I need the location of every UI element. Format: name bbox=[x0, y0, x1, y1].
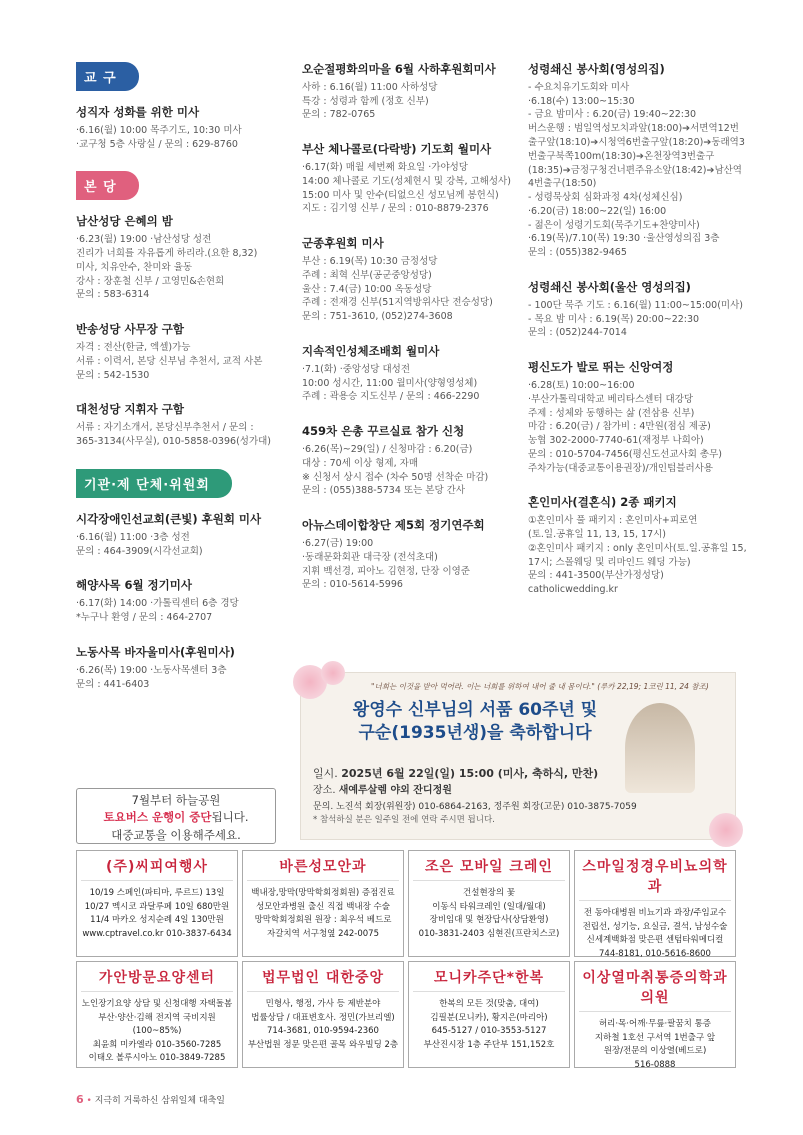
ad-body: 10/19 스페인(파티마, 루르드) 13일 10/27 멕시코 과달루페 10일 680만원 11/4 마카오 성지순례 4일 130만원 www.cptravel.co.kr 010-3837-6434 bbox=[82, 888, 232, 939]
event-item bbox=[76, 402, 276, 448]
event-body: - 수요치유기도회와 미사 ·6.18(수) 13:00~15:30 - 금요 밤미사 : 6.20(금) 19:40~22:30 버스운행 : 범일역성모치과앞(18:00)➔서면역12번출구앞(18:10)➔시청역6번출구앞(18:20)➔동래역3번출구북쪽100m(18:30)➔온천장역3번출구(18:35)➔금정구청건너편주유소앞(18:42)➔남산역4번출구(18:50) - 성령묵상회 심화과정 4차(성체신심) ·6.20(금) 18:00~22(일) 16:00 - 젊은이 성령기도회(묵주기도+찬양미사) ·6.19(목)/7.10(목) 19:30 ·울산영성의집 3층 문의 : (055)382-9465 bbox=[528, 81, 745, 259]
column-left bbox=[76, 62, 276, 711]
event-title: 해양사목 6월 정기미사 bbox=[76, 578, 192, 593]
event-body: ·6.26(목) 19:00 ·노동사목센터 3층 문의 : 441-6403 bbox=[76, 664, 227, 690]
ad-body: 백내장,망막(망막학회정회원) 증점진료 성모안과병원 출신 직접 백내장 수술 망막학회정회원 원장 : 최우석 베드로 자갈치역 서구청옆 242-0075 bbox=[251, 888, 395, 939]
page-footer: 6 • 지극히 거룩하신 삼위일체 대축일 bbox=[76, 1093, 225, 1106]
notice-line: 대중교통을 이용해주세요. bbox=[111, 827, 241, 842]
event-title: 노동사목 바자울미사(후원미사) bbox=[76, 644, 235, 659]
ad-body: 건설현장의 꽃 이동식 타워크레인 (일대/월대) 장비임대 및 현장답사(상담환영) 010-3831-2403 심현진(프란치스코) bbox=[418, 888, 560, 939]
ad-box bbox=[76, 961, 238, 1068]
banner-date bbox=[313, 765, 598, 781]
event-body: ·6.17(화) 매월 세번째 화요일 ·가야성당 14:00 체나콜로 기도(성체현시 및 강복, 고해성사) 15:00 미사 및 안수(티없으신 성모님께 봉헌식) 지도 : 김기영 신부 / 문의 : 010-8879-2376 bbox=[302, 162, 511, 215]
banner-note: * 참석하실 분은 일주일 전에 연락 주시면 됩니다. bbox=[313, 815, 495, 825]
date-value: 2025년 6월 22일(일) 15:00 (미사, 축하식, 만찬) bbox=[341, 767, 599, 780]
ad-title: 모니카주단*한복 bbox=[413, 962, 565, 992]
ad-body: 전 동아대병원 비뇨기과 과장/주임교수 전립선, 성기능, 요실금, 결석, 남성수술 신세계백화점 맞은편 센텀타워메디컬 744-8181, 010-5616-8600 bbox=[582, 908, 728, 959]
event-body: ·6.23(월) 19:00 ·남산성당 성전 진리가 너희를 자유롭게 하리라.(요한 8,32) 미사, 치유안수, 찬미와 율동 강사 : 장훈철 신부 / 고영민&손현희 문의 : 583-6314 bbox=[76, 234, 258, 301]
banner-quote: "너희는 이것을 받아 먹어라. 이는 너희를 위하여 내어 줄 내 몸이다." (루카 22,19; 1코린 11, 24 참조) bbox=[371, 682, 709, 691]
place-label: 장소. bbox=[313, 785, 336, 796]
event-body: ·6.16(월) 11:00 ·3층 성전 문의 : 464-3909(시각선교회) bbox=[76, 531, 203, 557]
ad-title: 법무법인 대한중앙 bbox=[247, 962, 399, 992]
event-item bbox=[76, 322, 276, 382]
banner-place bbox=[313, 781, 452, 796]
event-body: ①혼인미사 풀 패키지 : 혼인미사+피로연 (토.일.공휴일 11, 13, 15, 17시) ②혼인미사 패키지 : only 혼인미사(토.일.공휴일 15, 17시; 스몰웨딩 및 리마인드 웨딩 가능) 문의 : 441-3500(부산가정성당) catholicwedding.kr bbox=[528, 515, 747, 596]
event-item bbox=[528, 280, 748, 340]
event-title: 대천성당 지휘자 구함 bbox=[76, 402, 184, 417]
event-item bbox=[302, 62, 522, 122]
section-header-organizations: 기관·제 단체·위원회 bbox=[76, 469, 232, 498]
event-item bbox=[302, 424, 522, 498]
notice-line bbox=[77, 809, 275, 826]
priest-photo bbox=[625, 703, 695, 793]
event-title: 혼인미사(결혼식) 2종 패키지 bbox=[528, 495, 677, 510]
ad-box bbox=[242, 850, 404, 957]
event-title: 반송성당 사무장 구함 bbox=[76, 322, 184, 337]
footer-text: 지극히 거룩하신 삼위일체 대축일 bbox=[94, 1096, 225, 1106]
notice-highlight: 토요버스 운행이 중단 bbox=[103, 810, 212, 825]
banner-contact: 문의. 노진석 회장(위원장) 010-6864-2163, 정주원 회장(고문) 010-3875-7059 bbox=[313, 802, 637, 812]
notice-line: 7월부터 하늘공원 bbox=[131, 793, 221, 807]
column-right bbox=[528, 62, 748, 617]
event-item bbox=[76, 105, 276, 151]
event-item bbox=[528, 360, 748, 475]
event-body: ·6.27(금) 19:00 ·동래문화회관 대극장 (전석초대) 지휘 백선경, 피아노 김현정, 단장 이영준 문의 : 010-5614-5996 bbox=[302, 538, 470, 591]
event-item bbox=[528, 495, 748, 597]
column-middle bbox=[302, 62, 522, 612]
event-body: 서류 : 자기소개서, 본당신부추천서 / 문의 : 365-3134(사무실), 010-5858-0396(성가대) bbox=[76, 422, 272, 448]
ad-box bbox=[574, 850, 736, 957]
banner-title-line: 구순(1935년생)을 축하합니다 bbox=[358, 722, 592, 743]
event-body: ·6.26(목)~29(일) / 신청마감 : 6.20(금) 대상 : 70세 이상 형제, 자매 ※ 신청서 상시 접수 (차수 50명 선착순 마감) 문의 : (055)388-5734 또는 본당 간사 bbox=[302, 444, 489, 497]
event-item bbox=[76, 645, 276, 691]
sky-park-notice bbox=[76, 788, 276, 844]
event-body: 자격 : 전산(한글, 엑셀)가능 서류 : 이력서, 본당 신부님 추천서, 교적 사본 문의 : 542-1530 bbox=[76, 342, 263, 381]
ad-title: 바른성모안과 bbox=[247, 851, 399, 881]
ad-body: 민형사, 행정, 가사 등 제반분야 법률상담 / 대표변호사. 정민(가브리엘) 714-3681, 010-9594-2360 부산법원 정문 맞은편 골목 와우빌딩 2층 bbox=[247, 999, 399, 1050]
section-header-parish: 본 당 bbox=[76, 171, 139, 200]
event-title: 459차 은총 꾸르실료 참가 신청 bbox=[302, 424, 465, 439]
event-title: 성직자 성화를 위한 미사 bbox=[76, 105, 200, 119]
flower-decoration bbox=[321, 661, 345, 685]
anniversary-banner bbox=[300, 672, 736, 840]
event-body: 부산 : 6.19(목) 10:30 금정성당 주례 : 최혁 신부(공군중앙성당) 울산 : 7.4(금) 10:00 옥동성당 주례 : 전재경 신부(51지역방위사단 전승성당) 문의 : 751-3610, (052)274-3608 bbox=[302, 256, 493, 323]
ad-body: 허리·목·어깨·무릎·팔꿈치 통증 지하철 1호선 구서역 1번출구 앞 원장/전문의 이상열(베드로) 516-0888 bbox=[594, 1019, 716, 1070]
ad-box bbox=[408, 961, 570, 1068]
event-title: 지속적인성체조배회 월미사 bbox=[302, 344, 440, 358]
event-title: 부산 체나콜로(다락방) 기도회 월미사 bbox=[302, 142, 492, 157]
event-title: 군종후원회 미사 bbox=[302, 236, 384, 251]
event-title: 남산성당 은혜의 밤 bbox=[76, 214, 173, 229]
event-title: 평신도가 발로 뛰는 신앙여정 bbox=[528, 360, 674, 375]
ad-title: (주)씨피여행사 bbox=[81, 851, 233, 881]
event-item bbox=[528, 62, 748, 260]
event-title: 아뉴스데이합창단 제5회 정기연주회 bbox=[302, 518, 485, 533]
ad-title: 이상열마취통증의학과의원 bbox=[579, 962, 731, 1012]
flower-decoration bbox=[709, 813, 743, 847]
event-title: 성령쇄신 봉사회(울산 영성의집) bbox=[528, 279, 691, 294]
event-item bbox=[302, 142, 522, 216]
ad-body: 한복의 모든 것(맞춤, 대여) 김필분(모니카), 황지은(마리아) 645-5127 / 010-3553-5127 부산진시장 1층 주단부 151,152호 bbox=[423, 999, 555, 1050]
event-title: 시각장애인선교회(큰빛) 후원회 미사 bbox=[76, 511, 262, 526]
date-label: 일시. bbox=[313, 767, 338, 780]
event-item bbox=[302, 518, 522, 592]
event-body: ·7.1(화) ·중앙성당 대성전 10:00 성시간, 11:00 월미사(양형영성체) 주례 : 곽용승 지도신부 / 문의 : 466-2290 bbox=[302, 363, 480, 403]
event-body: ·6.16(월) 10:00 목주기도, 10:30 미사 ·교구청 5층 사랑실 / 문의 : 629-8760 bbox=[76, 124, 242, 150]
banner-title-line: 왕영수 신부님의 서품 60주년 및 bbox=[352, 700, 598, 720]
section-header-diocese: 교 구 bbox=[76, 62, 139, 91]
event-item bbox=[302, 344, 522, 404]
event-item bbox=[302, 236, 522, 324]
event-body: ·6.17(화) 14:00 ·가톨릭센터 6층 경당 *누구나 환영 / 문의 : 464-2707 bbox=[76, 598, 239, 624]
event-item bbox=[76, 214, 276, 302]
event-body: 사하 : 6.16(월) 11:00 사하성당 특강 : 성령과 함께 (정호 신부) 문의 : 782-0765 bbox=[302, 81, 438, 121]
event-title: 성령쇄신 봉사회(영성의집) bbox=[528, 62, 665, 76]
notice-text: 됩니다. bbox=[211, 810, 249, 825]
banner-title bbox=[315, 699, 635, 745]
event-item bbox=[76, 578, 276, 624]
event-title: 오순절평화의마을 6월 사하후원회미사 bbox=[302, 62, 496, 76]
page-number: 6 bbox=[76, 1093, 84, 1106]
ad-title: 조은 모바일 크레인 bbox=[413, 851, 565, 881]
ad-box bbox=[408, 850, 570, 957]
event-body: ·6.28(토) 10:00~16:00 ·부산가톨릭대학교 베리타스센터 대강당 주제 : 성체와 동행하는 삶 (전삼용 신부) 마감 : 6.20(금) / 참가비 : 4만원(점심 제공) 농협 302-2000-7740-61(재정부 나희아) 문의 : 010-5704-7456(평신도선교사회 총무) 주차가능(대중교통이용권장)/개인텀블러사용 bbox=[528, 380, 722, 474]
place-value: 새예루살렘 야외 잔디정원 bbox=[338, 785, 452, 796]
ad-title: 가안방문요양센터 bbox=[81, 962, 233, 992]
ad-box bbox=[76, 850, 238, 957]
ad-box bbox=[574, 961, 736, 1068]
ad-box bbox=[242, 961, 404, 1068]
event-item bbox=[76, 512, 276, 558]
ad-title: 스마일정경우비뇨의학과 bbox=[579, 851, 731, 901]
event-body: - 100단 묵주 기도 : 6.16(월) 11:00~15:00(미사) - 목요 밤 미사 : 6.19(목) 20:00~22:30 문의 : (052)244-7014 bbox=[528, 299, 743, 339]
ad-body: 노인장기요양 상담 및 신청대행 자택돌봄 부산·양산·김해 전지역 국비지원(100~85%) 최윤희 미카엘라 010-3560-7285 이태오 볼루시아노 010-3849-7285 bbox=[81, 999, 233, 1064]
